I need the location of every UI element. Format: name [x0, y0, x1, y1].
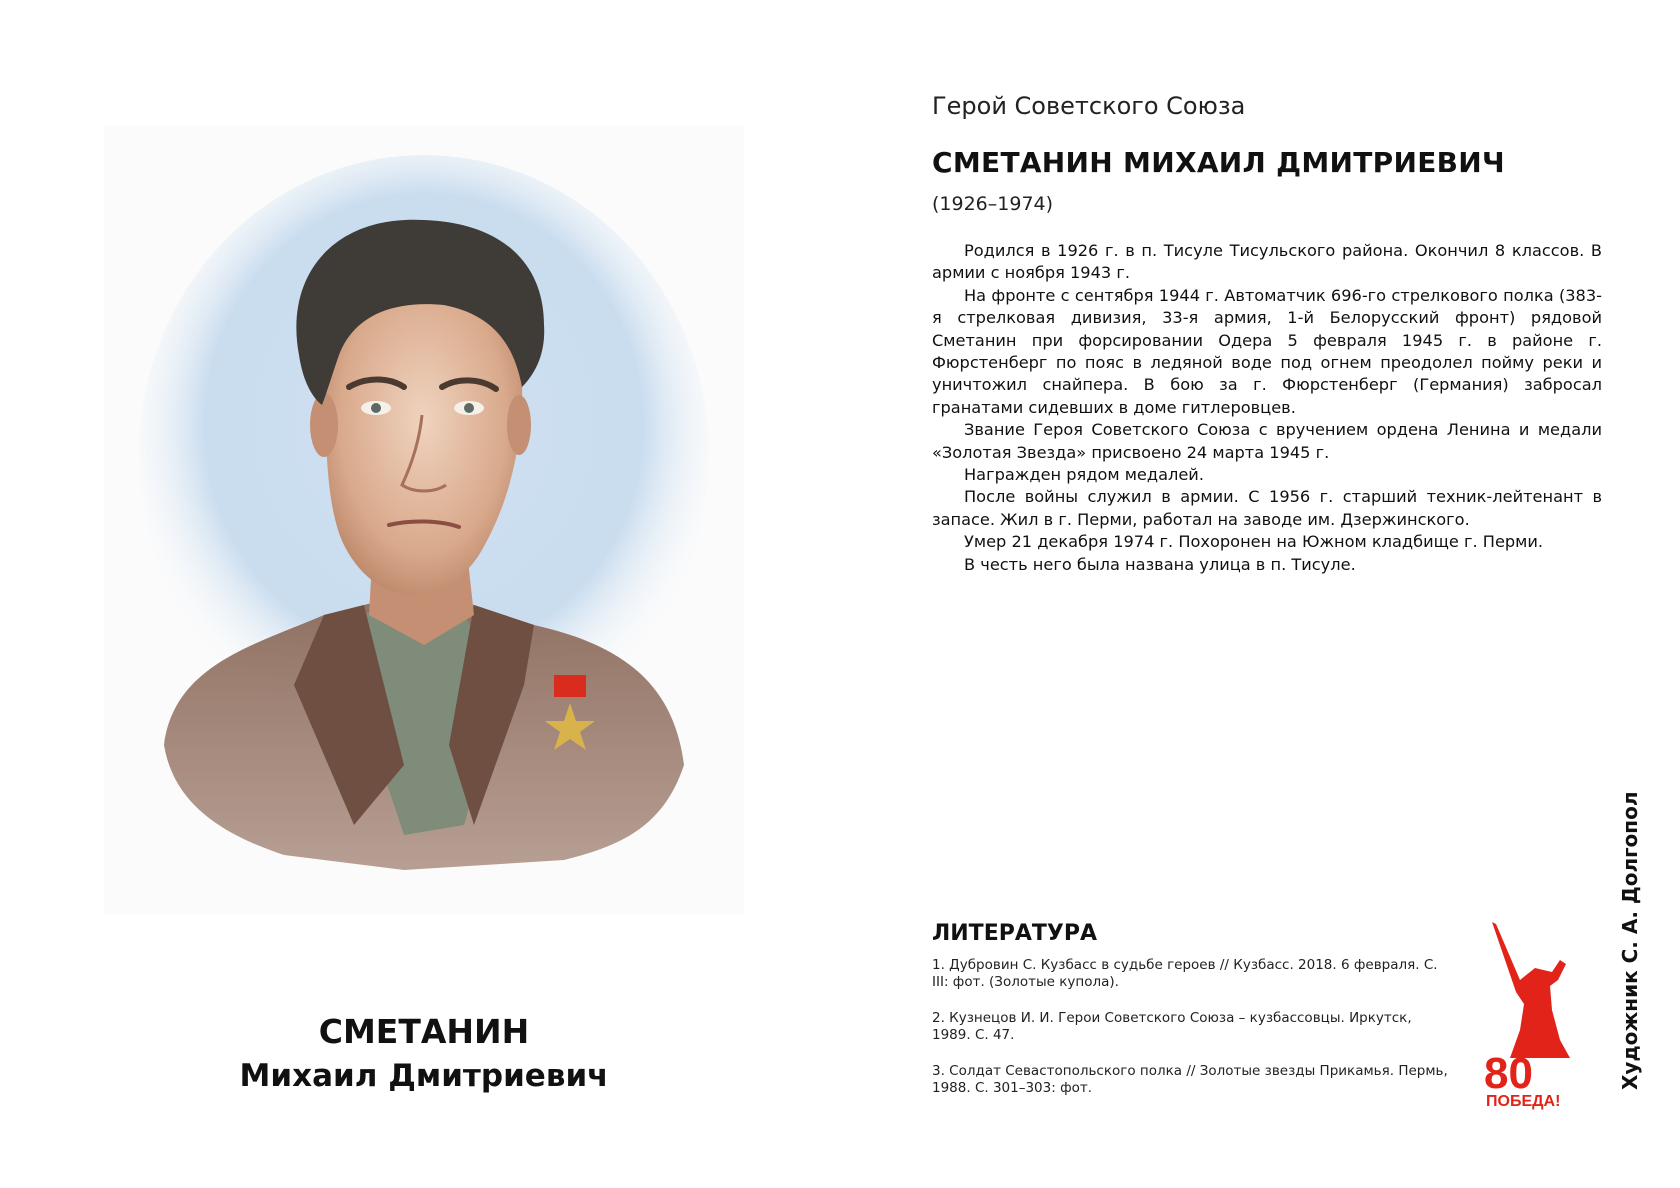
ear-left — [310, 393, 338, 457]
literature-entry: 2. Кузнецов И. И. Герои Советского Союза – кузбассовцы. Иркутск, 1989. С. 47. — [932, 1010, 1412, 1043]
caption-surname: СМЕТАНИН — [318, 1012, 530, 1051]
bio-paragraph: Награжден рядом медалей. — [964, 465, 1204, 485]
medal-ribbon — [554, 675, 586, 697]
bio-paragraph: На фронте с сентября 1944 г. Автоматчик 696-го стрелкового полка (383-я стрелковая дивизия, 33-я армия, 1-й Белорусский фронт) рядовой Сметанин при форсировании Одера 5 февраля 1945 г. в районе г. Фюрстенберг по пояс в ледяной воде под огнем преодолел пойму реки и уничтожил снайпера. В бою за г. Фюрстенберг (Германия) забросал гранатами сидевших в доме гитлеровцев. — [932, 285, 1602, 417]
bio-paragraph: После войны служил в армии. С 1956 г. старший техник-лейтенант в запасе. Жил в г. Перми, работал на заводе им. Дзержинского. — [932, 487, 1602, 529]
logo-label: ПОБЕДА! — [1486, 1093, 1561, 1110]
caption-given-names: Михаил Дмитриевич — [239, 1058, 609, 1094]
statue-icon — [1492, 922, 1570, 1058]
page-title: СМЕТАНИН МИХАИЛ ДМИТРИЕВИЧ — [932, 146, 1505, 179]
ear-right — [507, 395, 531, 455]
victory-80-logo — [1480, 920, 1590, 1110]
bio-paragraph: В честь него была названа улица в п. Тисуле. — [964, 554, 1356, 574]
watercolor-portrait — [104, 125, 744, 915]
literature-entry: 3. Солдат Севастопольского полка // Золотые звезды Прикамья. Пермь, 1988. С. 301–303: фот. — [932, 1063, 1448, 1096]
literature-list — [932, 957, 1452, 1116]
portrait-illustration — [104, 125, 744, 915]
bio-paragraph: Звание Героя Советского Союза с вручением ордена Ленина и медали «Золотая Звезда» присвоено 24 марта 1945 г. — [932, 420, 1602, 462]
hero-rank: Герой Советского Союза — [932, 92, 1246, 120]
bio-paragraph: Родился в 1926 г. в п. Тисуле Тисульского района. Окончил 8 классов. В армии с ноября 1943 г. — [932, 241, 1602, 283]
artist-credit: Художник С. А. Долгопол — [1618, 791, 1642, 1090]
bio-paragraph: Умер 21 декабря 1974 г. Похоронен на Южном кладбище г. Перми. — [964, 532, 1544, 552]
biography — [932, 240, 1602, 576]
logo-number: 80 — [1484, 1049, 1533, 1098]
portrait-caption — [104, 1010, 744, 1098]
literature-entry: 1. Дубровин С. Кузбасс в судьбе героев // Кузбасс. 2018. 6 февраля. С. III: фот. (Золотые купола). — [932, 957, 1438, 990]
literature-heading: ЛИТЕРАТУРА — [932, 921, 1097, 946]
life-years: (1926–1974) — [932, 193, 1054, 215]
iris-left — [371, 403, 381, 413]
iris-right — [464, 403, 474, 413]
